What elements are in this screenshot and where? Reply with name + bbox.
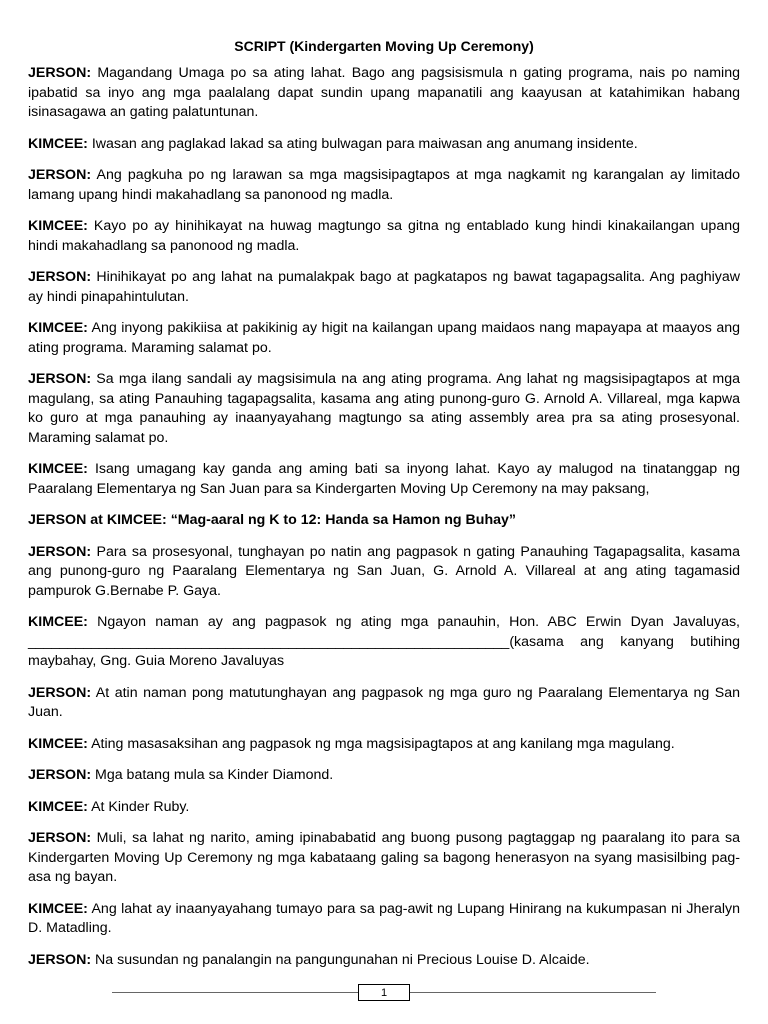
line-text: Kayo po ay hinihikayat na huwag magtungo sa gitna ng entablado kung hindi kinakailangan upang hindi makahadlang sa panonood ng madla. [28,218,740,254]
script-line [28,64,740,123]
script-line [28,319,740,358]
speaker-name: KIMCEE: [28,218,88,234]
line-text: Hinihikayat po ang lahat na pumalakpak bago at pagkatapos ng bawat tagapagsalita. Ang paghiyaw ay hindi pinapahintulutan. [28,269,740,305]
line-text: Ang pagkuha po ng larawan sa mga magsisipagtapos at mga nagkamit ng karangalan ay limitado lamang upang hindi makahadlang sa panonood ng madla. [28,167,740,203]
script-line [28,543,740,602]
script-line [28,166,740,205]
speaker-name: JERSON: [28,167,92,183]
script-body [28,64,740,970]
script-line [28,766,740,786]
speaker-name: JERSON at KIMCEE: [28,512,167,528]
speaker-name: JERSON: [28,951,92,968]
script-line [28,900,740,939]
speaker-name: KIMCEE: [28,461,88,477]
speaker-name: KIMCEE: [28,135,88,152]
line-text: Iwasan ang paglakad lakad sa ating bulwagan para maiwasan ang anumang insidente. [87,135,638,152]
line-text: Sa mga ilang sandali ay magsisimula na ang ating programa. Ang lahat ng magsisipagtapos at mga magulang, sa ating Panauhing tagapagsalita, kasama ang ating punong-guro G. Arnold A. Villareal, mga kapwa ko guro at mga panauhing ay inaanyayahang magtungo sa ating assembly area pra sa ating prosesyonal. Maraming salamat po. [28,371,740,446]
script-line [28,217,740,256]
line-text: “Mag-aaral ng K to 12: Handa sa Hamon ng Buhay” [166,512,516,528]
speaker-name: KIMCEE: [28,735,88,752]
page-footer [0,984,768,1004]
line-text: Ang inyong pakikiisa at pakikinig ay higit na kailangan upang maidaos nang mapayapa at maayos ang ating programa. Maraming salamat po. [28,320,740,356]
line-text: At Kinder Ruby. [87,798,190,815]
speaker-name: JERSON: [28,830,92,846]
line-text: Muli, sa lahat ng narito, aming ipinababatid ang buong pusong pagtaggap ng paaralang ito para sa Kindergarten Moving Up Ceremony ng mga kabataang galing sa bagong henerasyon na syang masisilbing pag-asa ng bayan. [28,830,740,885]
script-line [28,735,740,755]
script-line [28,829,740,888]
page-number: 1 [358,984,410,1001]
script-line [28,684,740,723]
script-line [28,135,740,155]
speaker-name: KIMCEE: [28,900,88,917]
speaker-name: JERSON: [28,767,92,783]
script-line [28,370,740,448]
line-text: Isang umagang kay ganda ang aming bati sa inyong lahat. Kayo ay malugod na tinatanggap ng Paaralang Elementarya ng San Juan para sa Kindergarten Moving Up Ceremony na may paksang, [28,461,740,497]
line-text: Ngayon naman ay ang pagpasok ng ating mga panauhin, Hon. ABC Erwin Dyan Javaluyas, _____________________________________________________________(kasama ang kanyang butihing maybahay, Gng. Guia Moreno Javaluyas [28,614,740,669]
line-text: Magandang Umaga po sa ating lahat. Bago ang pagsisismula n gating programa, nais po naming ipabatid sa inyo ang mga paalalang dapat sundin upang mapanatili ang kaayusan at katahimikan habang isinasagawa an gating palatuntunan. [28,65,740,120]
speaker-name: KIMCEE: [28,320,88,336]
speaker-name: JERSON: [28,269,92,285]
script-line [28,951,740,971]
speaker-name: JERSON: [28,65,92,81]
script-line [28,798,740,818]
speaker-name: KIMCEE: [28,798,88,815]
line-text: Ating masasaksihan ang pagpasok ng mga magsisipagtapos at ang kanilang mga magulang. [87,735,675,752]
speaker-name: JERSON: [28,684,92,701]
line-text: Ang lahat ay inaanyayahang tumayo para sa pag-awit ng Lupang Hinirang na kukumpasan ni Jheralyn D. Matadling. [28,900,740,936]
line-text: At atin naman pong matutunghayan ang pagpasok ng mga guro ng Paaralang Elementarya ng San Juan. [28,684,740,720]
script-line [28,460,740,499]
line-text: Para sa prosesyonal, tunghayan po natin ang pagpasok n gating Panauhing Tagapagsalita, kasama ang punong-guro ng Paaralang Elementarya ng San Juan, G. Arnold A. Villareal at ang ating tagamasid pampurok G.Bernabe P. Gaya. [28,543,740,599]
line-text: Mga batang mula sa Kinder Diamond. [91,767,334,783]
script-line [28,268,740,307]
document-title: SCRIPT (Kindergarten Moving Up Ceremony) [234,38,534,54]
speaker-name: JERSON: [28,543,92,560]
speaker-name: KIMCEE: [28,614,88,630]
speaker-name: JERSON: [28,371,92,387]
line-text: Na susundan ng panalangin na pangungunahan ni Precious Louise D. Alcaide. [91,951,590,968]
script-line [28,613,740,672]
script-line [28,511,740,531]
